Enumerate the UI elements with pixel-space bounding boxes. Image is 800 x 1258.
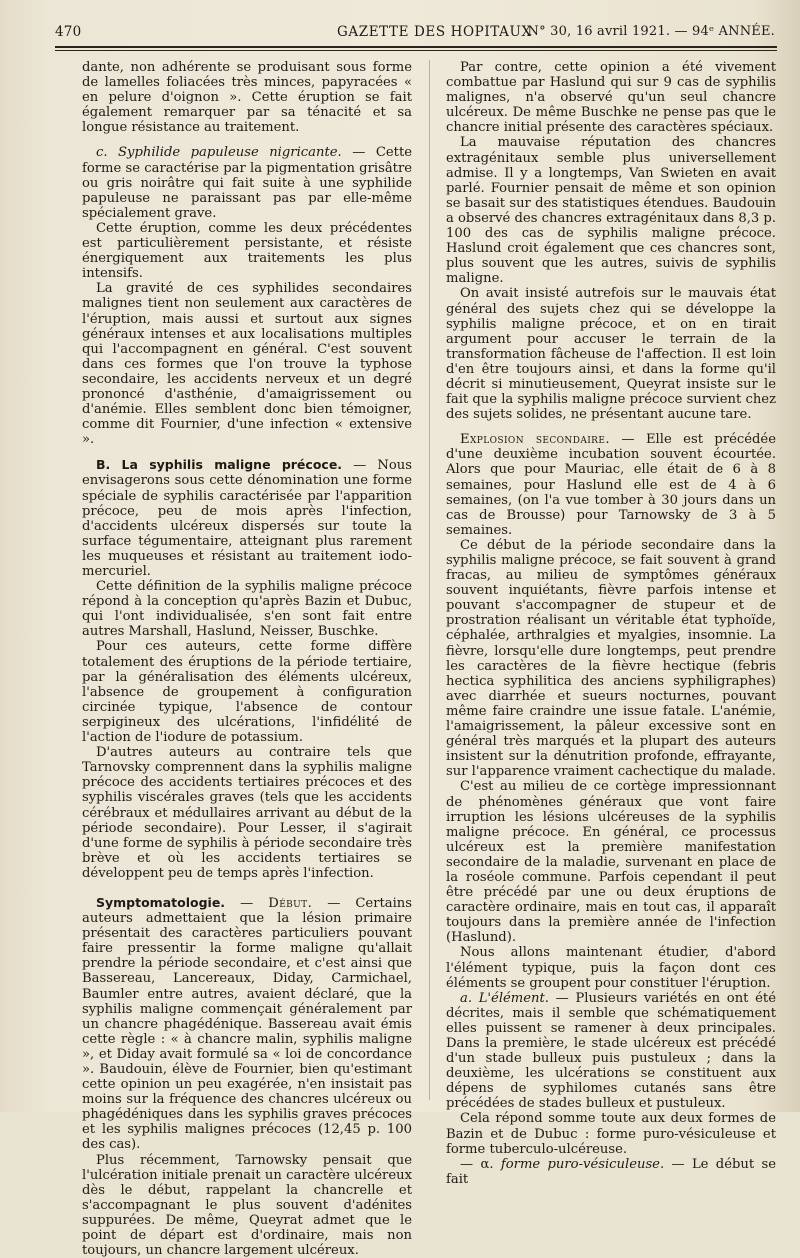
section-heading: Symptomatologie. (96, 894, 226, 910)
section-heading: B. La syphilis maligne précoce. (96, 457, 343, 473)
paragraph: Explosion secondaire. — Elle est précédée d'une deuxième incubation souvent écourtée. Alors que pour Mauriac, elle était de 6 à 8 semaines, pour Haslund elle est de 4 à 6 semaines, (on l'a vue tomber à 30 jours dans un cas de Brousse) pour Tarnowsky de 3 à 5 semaines. (446, 432, 776, 538)
paragraph: Pour ces auteurs, cette forme diffère totalement des éruptions de la période tertiaire, par la généralisation des éléments ulcéreux, l'absence de groupement à configuration circinée typique, l'absence de contour serpigineux des ulcérations, l'infidélité de l'action de l'iodure de potassium. (82, 639, 412, 746)
paragraph: La mauvaise réputation des chancres extragénitaux semble plus universellement admise. Il y a longtemps, Van Swieten en avait parlé. Fournier pensait de même et son opinion se basait sur des statistiques étendues. Baudouin a observé des chancres extragénitaux dans 8,3 p. 100 des cas de syphilis maligne précoce. Haslund croit également que ces chancres sont, plus souvent que les autres, suivis de syphilis maligne. (446, 135, 776, 287)
paragraph: Symptomatologie. — Début. — Certains auteurs admettaient que la lésion primaire présentait des caractères particuliers pouvant faire pressentir la forme maligne qu'allait prendre la période secondaire, et c'est ainsi que Bassereau, Lancereaux, Diday, Carmichael, Baumler entre autres, avaient déclaré, que la syphilis maligne commençait généralement par un chancre phagédénique. Bassereau avait émis cette règle : « à chancre malin, syphilis maligne », et Diday avait formulé sa « loi de concordance ». Baudouin, élève de Fournier, bien qu'estimant cette opinion un peu exagérée, n'en insistait pas moins sur la fréquence des chancres ulcéreux ou phagédéniques dans les syphilis graves précoces et les syphilis malignes précoces (12,45 p. 100 des cas). (82, 894, 412, 1153)
paragraph: Cela répond somme toute aux deux formes de Bazin et de Dubuc : forme puro-vésiculeuse et forme tuberculo-ulcéreuse. (446, 1111, 776, 1157)
section-label: forme puro-vésiculeuse. (493, 1156, 665, 1172)
subsection-heading: Explosion secondaire. (460, 432, 610, 448)
paragraph: dante, non adhérente se produisant sous forme de lamelles foliacées très minces, papyracées « en pelure d'oignon ». Cette éruption se fait également remarquer par sa ténacité et sa longue résistance au traitement. (82, 60, 412, 136)
paragraph: Cette définition de la syphilis maligne précoce répond à la conception qu'après Bazin et Dubuc, qui l'ont individualisée, s'en sont fait entre autres Marshall, Haslund, Neisser, Buschke. (82, 579, 412, 640)
paragraph: D'autres auteurs au contraire tels que Tarnovsky comprennent dans la syphilis maligne précoce des accidents tertiaires précoces et des syphilis viscérales graves (tels que les accidents cérébraux et médullaires arrivant au début de la période secondaire). Pour Lesser, il s'agirait d'une forme de syphilis à période secondaire très brève et où les accidents tertiaires se développent peu de temps après l'infection. (82, 745, 412, 881)
section-label: c. Syphilide papuleuse nigricante. (96, 145, 342, 161)
journal-title: GAZETTE DES HOPITAUX (337, 24, 532, 40)
paragraph: c. Syphilide papuleuse nigricante. — Cette forme se caractérise par la pigmentation grisâtre ou gris noirâtre qui fait suite à une syphilide papuleuse ne paraissant pas par elle-même spécialement grave. (82, 145, 413, 221)
issue-info: N° 30, 16 avril 1921. — 94ᵉ ANNÉE. (527, 24, 775, 39)
column-divider (429, 60, 430, 1100)
page-header (55, 22, 775, 42)
paragraph: Nous allons maintenant étudier, d'abord l'élément typique, puis la façon dont ces éléments se groupent pour constituer l'éruption. (446, 945, 776, 991)
paragraph: Par contre, cette opinion a été vivement combattue par Haslund qui sur 9 cas de syphilis malignes, n'a observé qu'un seul chancre ulcéreux. De même Buschke ne pense pas que le chancre initial présente des caractères spéciaux. (446, 60, 776, 136)
subsection-heading: Début. (268, 895, 313, 911)
page-number: 470 (55, 24, 82, 40)
paragraph: Ce début de la période secondaire dans la syphilis maligne précoce, se fait souvent à grand fracas, au milieu de symptômes généraux souvent inquiétants, fièvre parfois intense et pouvant s'accompagner de stupeur et de prostration réalisant un véritable état typhoïde, céphalée, arthralgies et myalgies, insomnie. La fièvre, lorsqu'elle dure longtemps, peut prendre les caractères de la fièvre hectique (febris hectica syphilitica des anciens syphiligraphes) avec diarrhée et sueurs nocturnes, pouvant même faire craindre une issue fatale. L'anémie, l'amaigrissement, la pâleur excessive sont en général très marqués et la plupart des auteurs insistent sur la dénutrition profonde, effrayante, sur l'apparence vraiment cachectique du malade. (446, 537, 776, 780)
paragraph: B. La syphilis maligne précoce. — Nous envisagerons sous cette dénomination une forme spéciale de syphilis caractérisée par l'apparition précoce, peu de mois après l'infection, d'accidents ulcéreux dispersés sur toute la surface tégumentaire, atteignant plus rarement les muqueuses et résistant au traitement iodo-mercuriel. (82, 457, 412, 579)
left-column (82, 60, 412, 1258)
header-rule-thin (55, 50, 777, 51)
paragraph: La gravité de ces syphilides secondaires malignes tient non seulement aux caractères de l'éruption, mais aussi et surtout aux signes généraux intenses et aux localisations multiples qui l'accompagnent en général. C'est souvent dans ces formes que l'on trouve la typhose secondaire, les accidents nerveux et un degré prononcé d'asthénie, d'amaigrissement ou d'anémie. Elles semblent donc bien témoigner, comme dit Fournier, d'une infection « extensive ». (82, 281, 412, 448)
paragraph: — α. forme puro-vésiculeuse. — Le début se fait (446, 1156, 777, 1187)
right-column (446, 60, 776, 1187)
paragraph: Cette éruption, comme les deux précédentes est particulièrement persistante, et résiste énergiquement aux traitements les plus intensifs. (82, 220, 412, 282)
paragraph: On avait insisté autrefois sur le mauvais état général des sujets chez qui se développe la syphilis maligne précoce, et on en tirait argument pour accuser le terrain de la transformation fâcheuse de l'affection. Il est loin d'en être toujours ainsi, et dans la forme qu'il décrit si minutieusement, Queyrat insiste sur le fait que la syphilis maligne précoce survient chez des sujets solides, ne présentant aucune tare. (446, 286, 776, 423)
header-rule-thick (55, 46, 777, 48)
section-label: a. L'élément. (460, 990, 549, 1006)
paragraph: Plus récemment, Tarnowsky pensait que l'ulcération initiale prenait un caractère ulcéreux dès le début, rappelant la chancrelle et s'accompagnant le plus souvent d'adénites suppurées. De même, Queyrat admet que le point de départ est d'ordinaire, mais non toujours, un chancre largement ulcéreux. (82, 1152, 412, 1258)
paragraph: C'est au milieu de ce cortège impressionnant de phénomènes généraux que vont faire irruption les lésions ulcéreuses de la syphilis maligne précoce. En général, ce processus ulcéreux est la première manifestation secondaire de la maladie, survenant en place de la roséole commune. Parfois cependant il peut être précédé par une ou deux éruptions de caractère ordinaire, mais en tout cas, il apparaît toujours dans la première année de l'infection (Haslund). (446, 779, 776, 946)
paragraph: a. L'élément. — Plusieurs variétés en ont été décrites, mais il semble que schématiquement elles puissent se ramener à deux principales. Dans la première, le stade ulcéreux est précédé d'un stade bulleux puis pustuleux ; dans la deuxième, les ulcérations se constituent aux dépens de syphilomes cutanés sans être précédées de stades bulleux et pustuleux. (446, 990, 776, 1112)
